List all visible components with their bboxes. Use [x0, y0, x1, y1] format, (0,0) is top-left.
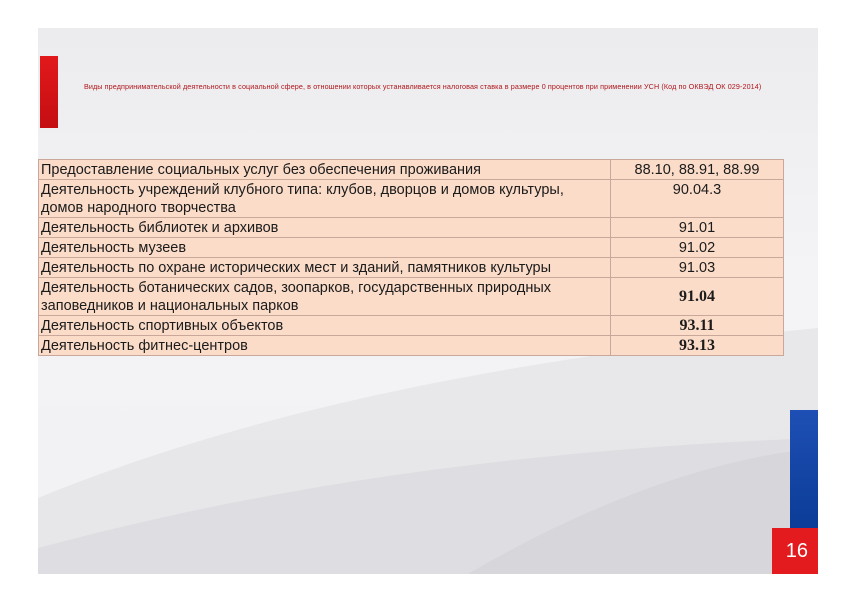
table-row: [39, 258, 784, 278]
activity-name-cell: Предоставление социальных услуг без обеспечения проживания: [39, 160, 611, 180]
activity-name-cell: Деятельность по охране исторических мест и зданий, памятников культуры: [39, 258, 611, 278]
table-row: [39, 218, 784, 238]
okved-code-cell: 91.02: [611, 238, 784, 258]
activity-name-cell: Деятельность музеев: [39, 238, 611, 258]
table-row: [39, 180, 784, 218]
activity-name-cell: Деятельность спортивных объектов: [39, 316, 611, 336]
page-number: 16: [785, 540, 808, 562]
okved-code-cell: 91.01: [611, 218, 784, 238]
slide: [38, 28, 818, 574]
okved-code-cell: 88.10, 88.91, 88.99: [611, 160, 784, 180]
table-row: [39, 336, 784, 356]
activity-codes-table: [38, 159, 784, 356]
activity-name-cell: Деятельность фитнес-центров: [39, 336, 611, 356]
activity-name-cell: Деятельность учреждений клубного типа: клубов, дворцов и домов культуры, домов народного творчества: [39, 180, 611, 218]
okved-code-cell: 91.03: [611, 258, 784, 278]
slide-title: Виды предпринимательской деятельности в социальной сфере, в отношении которых устанавливается налоговая ставка в размере 0 процентов при применении УСН (Код по ОКВЭД ОК 029-2014): [84, 82, 762, 91]
table-row: [39, 316, 784, 336]
accent-red-bar: [40, 56, 58, 128]
activity-name-cell: Деятельность библиотек и архивов: [39, 218, 611, 238]
activity-name-cell: Деятельность ботанических садов, зоопарков, государственных природных заповедников и национальных парков: [39, 278, 611, 316]
okved-code-cell: 90.04.3: [611, 180, 784, 218]
okved-code-cell: 93.11: [611, 316, 784, 336]
flag-blue-stripe: [790, 410, 818, 530]
table-row: [39, 278, 784, 316]
okved-code-cell: 91.04: [611, 278, 784, 316]
table-row: [39, 238, 784, 258]
okved-code-cell: 93.13: [611, 336, 784, 356]
table-row: [39, 160, 784, 180]
